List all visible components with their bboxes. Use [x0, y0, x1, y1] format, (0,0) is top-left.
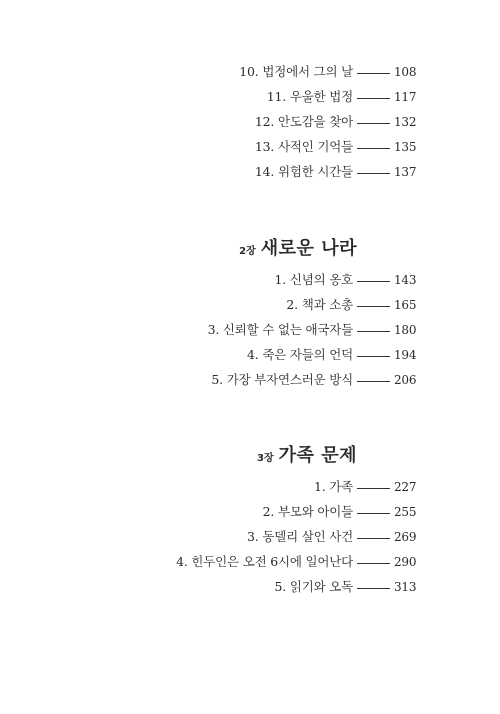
toc-entry[interactable]: [211, 370, 417, 390]
toc-entry-title: 4. 힌두인은 오전 6시에 일어난다: [176, 554, 353, 569]
toc-entry-title: 10. 법정에서 그의 날: [239, 64, 353, 79]
toc-entry[interactable]: [247, 527, 417, 547]
toc-page-number: 165: [394, 298, 417, 312]
toc-entry-title: 11. 우울한 법정: [266, 89, 353, 104]
toc-entry[interactable]: [286, 295, 417, 315]
toc-entry-title: 13. 사적인 기억들: [254, 139, 353, 154]
toc-page-number: 137: [394, 165, 417, 179]
toc-entry-title: 3. 신뢰할 수 없는 애국자들: [207, 322, 353, 337]
toc-leader-line: [357, 587, 390, 589]
toc-leader-line: [357, 147, 390, 149]
toc-leader-line: [357, 330, 390, 332]
chapter-title: 가족 문제: [278, 445, 357, 466]
toc-page-number: 227: [394, 480, 417, 494]
toc-entry-title: 1. 신념의 옹호: [274, 272, 353, 287]
toc-page-number: 269: [394, 530, 417, 544]
toc-entry[interactable]: [176, 552, 417, 572]
toc-entry[interactable]: [274, 270, 417, 290]
toc-entry-title: 5. 읽기와 오독: [274, 579, 353, 594]
toc-leader-line: [357, 355, 390, 357]
chapter-heading: [239, 234, 357, 260]
toc-page-number: 143: [394, 273, 417, 287]
chapter-title: 새로운 나라: [260, 238, 357, 259]
toc-page-number: 194: [394, 348, 417, 362]
toc-leader-line: [357, 72, 390, 74]
toc-entry-title: 1. 가족: [313, 479, 353, 494]
toc-entry-title: 2. 책과 소총: [286, 297, 353, 312]
toc-page-number: 206: [394, 373, 417, 387]
toc-leader-line: [357, 537, 390, 539]
chapter-number: 3장: [257, 453, 274, 464]
toc-entry[interactable]: [313, 477, 417, 497]
toc-entry[interactable]: [239, 62, 417, 82]
toc-leader-line: [357, 122, 390, 124]
toc-entry[interactable]: [254, 112, 417, 132]
toc-entry[interactable]: [247, 345, 417, 365]
toc-entry-title: 12. 안도감을 찾아: [254, 114, 353, 129]
toc-leader-line: [357, 172, 390, 174]
toc-page-number: 108: [394, 65, 417, 79]
toc-leader-line: [357, 305, 390, 307]
toc-entry-title: 4. 죽은 자들의 언덕: [247, 347, 353, 362]
toc-entry[interactable]: [254, 162, 417, 182]
chapter-number: 2장: [239, 246, 256, 257]
toc-entry-title: 5. 가장 부자연스러운 방식: [211, 372, 353, 387]
toc-leader-line: [357, 487, 390, 489]
toc-leader-line: [357, 97, 390, 99]
toc-page-number: 290: [394, 555, 417, 569]
toc-page-number: 180: [394, 323, 417, 337]
toc-leader-line: [357, 380, 390, 382]
toc-page-number: 117: [394, 90, 417, 104]
toc-leader-line: [357, 280, 390, 282]
toc-entry-title: 2. 부모와 아이들: [262, 504, 353, 519]
toc-entry[interactable]: [254, 137, 417, 157]
toc-entry[interactable]: [266, 87, 417, 107]
toc-page-number: 313: [394, 580, 417, 594]
toc-page-number: 135: [394, 140, 417, 154]
toc-leader-line: [357, 512, 390, 514]
toc-entry[interactable]: [262, 502, 417, 522]
toc-page-number: 255: [394, 505, 417, 519]
toc-entry[interactable]: [274, 577, 417, 597]
toc-entry[interactable]: [207, 320, 417, 340]
toc-entry-title: 14. 위험한 시간들: [254, 164, 353, 179]
chapter-heading: [257, 441, 357, 467]
toc-leader-line: [357, 562, 390, 564]
toc-page-number: 132: [394, 115, 417, 129]
toc-entry-title: 3. 동델리 살인 사건: [247, 529, 353, 544]
